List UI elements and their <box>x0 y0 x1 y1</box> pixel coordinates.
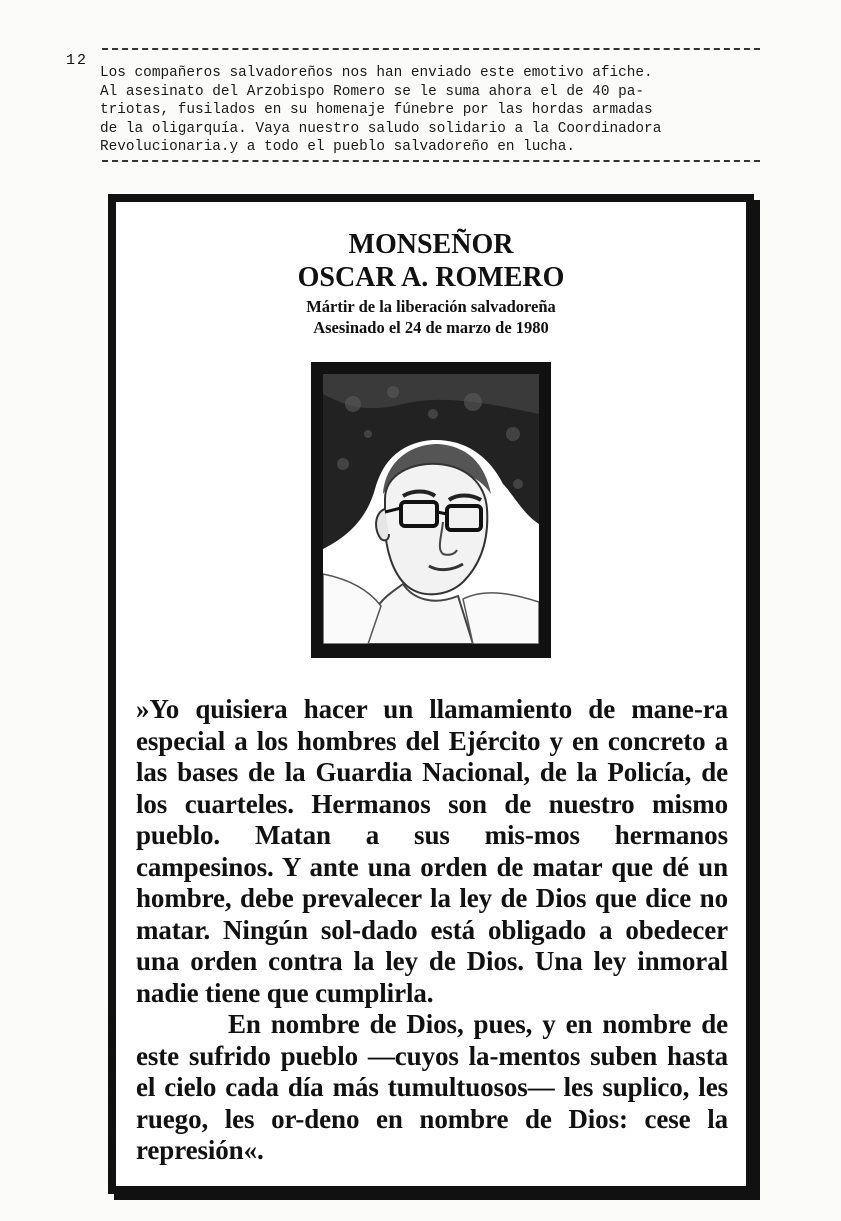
poster-title-line2: OSCAR A. ROMERO <box>297 262 565 293</box>
bottom-dashed-rule <box>102 160 760 162</box>
printer-credit <box>110 1006 120 1184</box>
memorial-poster <box>108 194 754 1194</box>
poster-subtitle-line1: Mártir de la liberación salvadoreña <box>306 297 556 316</box>
poster-subtitle-line2: Asesinado el 24 de marzo de 1980 <box>313 318 549 337</box>
page-number: 12 <box>66 52 89 69</box>
poster-subtitle <box>116 296 746 338</box>
top-dashed-rule <box>102 48 760 50</box>
portrait-photo-frame <box>311 362 551 658</box>
intro-paragraph: Los compañeros salvadoreños nos han enviado este emotivo afiche. Al asesinato del Arzobispo Romero se le suma ahora el de 40 pa- triotas, fusilados en su homenaje fúnebre por las hordas armadas de la oligarquía. Vaya nuestro saludo solidario a la Coordinadora Revolucionaria.y a todo el pueblo salvadoreño en lucha. <box>100 65 662 155</box>
poster-title <box>116 228 746 294</box>
portrait-photo <box>323 374 539 644</box>
romero-quote <box>136 694 728 1167</box>
poster-title-line1: MONSEÑOR <box>348 229 514 260</box>
quote-paragraph-2: En nombre de Dios, pues, y en nombre de este sufrido pueblo —cuyos la-mentos suben hasta el cielo cada día más tumultuosos— les suplico, les ruego, les or-deno en nombre de Dios: cese la represión«. <box>136 1009 728 1165</box>
printer-credit-text: CENTRO VICTOR SANABRIA SAN JOSE, COSTA RICA <box>110 1009 117 1184</box>
quote-paragraph-1: »Yo quisiera hacer un llamamiento de mane-ra especial a los hombres del Ejército y en concreto a las bases de la Guardia Nacional, de la Policía, de los cuarteles. Hermanos son de nuestro mismo pueblo. Matan a sus mis-mos hermanos campesinos. Y ante una orden de matar que dé un hombre, debe prevalecer la ley de Dios que dice no matar. Ningún sol-dado está obligado a obedecer una orden contra la ley de Dios. Una ley inmoral nadie tiene que cumplirla. <box>136 694 728 1008</box>
